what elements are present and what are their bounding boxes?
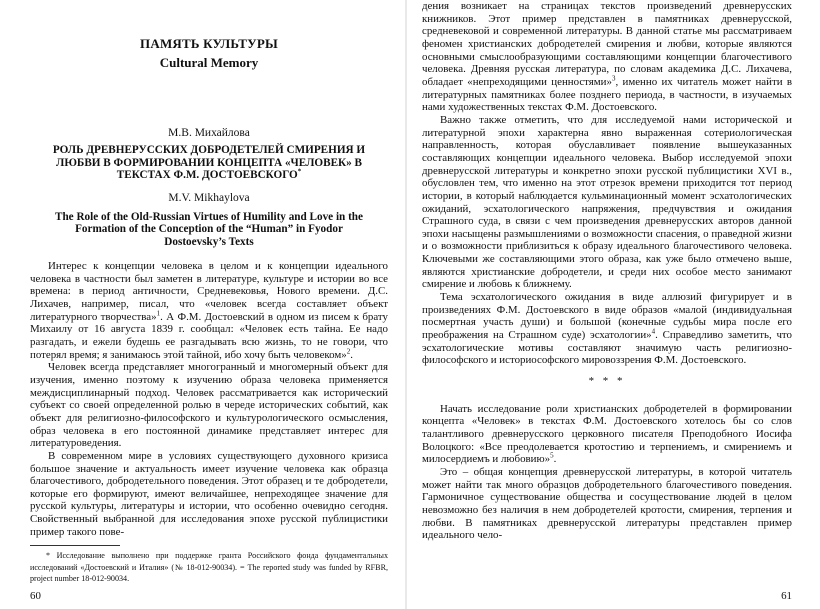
footnote-ref[interactable]: 4 bbox=[651, 327, 656, 336]
left-page bbox=[30, 0, 388, 609]
paragraph: В современном мире в условиях существующего духовного кризиса большое значение и актуальность имеет изучение человека как образца благочестивого, добродетельного поведения. Этот образец и те добродетели, которые его формируют, имеют величайшее, непреходящее значение для русской культуры, литературы и истории, что особенно очевидно сегодня. Свойственный выбранной для исследования эпохе русской публицистики пример такого пове- bbox=[30, 449, 388, 538]
author-name-ru: М.В. Михайлова bbox=[168, 127, 250, 139]
paragraph: Это – общая концепция древнерусской литературы, в которой читатель может найти так много образцов добродетельного благочестивого поведения. Гармоничное существование общества и сосуществование людей в целом невозможно без наличия в нем добродетелей кротости, смирения, терпения и любви. В памятниках древнерусской литературы представлен пример идеального чело- bbox=[422, 465, 792, 542]
footnote-ref[interactable]: 3 bbox=[611, 74, 616, 83]
article-title-en: The Role of the Old-Russian Virtues of Humility and Love in the Formation of the Conception of the “Human” in Fyodor Dostoevsky’s Texts bbox=[55, 210, 363, 248]
title-footnote-mark: * bbox=[297, 167, 302, 176]
section-title-en: Cultural Memory bbox=[159, 55, 259, 70]
article-title-ru-text: РОЛЬ ДРЕВНЕРУССКИХ ДОБРОДЕТЕЛЕЙ СМИРЕНИЯ И ЛЮБВИ В ФОРМИРОВАНИИ КОНЦЕПТА «ЧЕЛОВЕК» В ТЕКСТАХ Ф.М. ДОСТОЕВСКОГО bbox=[52, 144, 366, 181]
paragraph: Начать исследование роли христианских добродетелей в формировании концепта «Человек» в текстах Ф.М. Достоевского хотелось бы со слов талантливого древнерусского церковного писателя Преподобного Иосифа Волоцкого: «Все преодолевается кротостию и терпениемъ, и смирениемъ и милосердиемъ и любовию»$^5$. bbox=[422, 402, 792, 466]
right-page bbox=[422, 0, 792, 609]
paragraph: Тема эсхатологического ожидания в виде аллюзий фигурирует и в произведениях Ф.М. Достоевского в виде образов «малой (индивидуальная посмертная участь души) и большой (конечные судьбы мира после его преображения на Страшном суде) эсхатологии»$^4$. Справедливо заметить, что эсхатологические мотивы составляют значимую часть религиозно-философского и историософского мировоззрения Ф.М. Достоевского. bbox=[422, 291, 792, 367]
section-title-ru: ПАМЯТЬ КУЛЬТУРЫ bbox=[140, 36, 278, 51]
left-body-text bbox=[30, 260, 388, 538]
footnote-ref[interactable]: 1 bbox=[156, 309, 161, 317]
page-number-right: 61 bbox=[781, 590, 792, 602]
right-body-text bbox=[422, 0, 792, 542]
page-number-left: 60 bbox=[30, 590, 41, 602]
paragraph: Человек всегда представляет многогранный и многомерный объект для изучения, именно поэтому к изучению образа человека применяется междисциплинарный подход. Человек рассматривается как исторический субъект со своей определенной ролью в череде исторических событий, как объект для религиозно-философского и культурологического осмысления, образ человека в его постоянной динамике представляет интерес для литературоведения. bbox=[30, 361, 388, 450]
paragraph: Важно также отметить, что для исследуемой нами исторической и литературной эпохи характерна явно выраженная сотериологическая направленность, которая обуславливает появление вышеуказанных составляющих концепции идеального человека. Выбор исследуемой эпохи древнерусской литературы и конкретно эпохи русской публицистики XVI в., обусловлен тем, что именно на этот отрезок времени приходится тот период истории, в который наблюдается кульминационный момент эсхатологических ожиданий, эсхатологического напряжения, предчувствия и ожидания Страшного суда, в связи с чем произведения древнерусских авторов данной эпохи насыщены размышлениями о возможности спасения, о праведной жизни и о возможности приблизиться к образу идеального благочестивого человека. Ключевыми же составляющими этого образа, как уже было отмечено выше, являются христианские добродетели, и среди них особое место занимают смирение и любовь к ближнему. bbox=[422, 113, 792, 291]
paragraph: Интерес к концепции человека в целом и к концепции идеального человека в частности был заметен в литературе, культуре и истории во все времена: в период античности, Средневековья, Нового времени. Д.С. Лихачев, например, писал, что «человек всегда составляет объект литературного творчества»$^1$. А Ф.М. Достоевский в одном из писем к брату Михаилу от 16 августа 1839 г. сообщал: «Человек есть тайна. Ее надо разгадать, и ежели будешь ее разгадывать всю жизнь, то не говори, что потерял время; я занимаюсь этой тайной, ибо хочу быть человеком»$^2$. bbox=[30, 260, 388, 361]
footnote-ref[interactable]: 2 bbox=[346, 346, 351, 355]
footnote-ref[interactable]: 5 bbox=[550, 451, 554, 460]
page-gutter bbox=[405, 0, 407, 609]
paragraph: дения возникает на страницах текстов произведений древнерусских книжников. Этот пример представлен в памятниках древнерусской, средневековой и современной литературы. В данной статье мы рассматриваем феномен христианских добродетелей смирения и любви, которые являются основными смыслообразующими составляющими концепции благочестивого человека. Древняя русская литература, по словам академика Д.С. Лихачева, обладает «непреходящими ценностями»$^3$, именно их читатель может найти в литературных памятниках более позднего периода, в частности, в изучаемых нами художественных текстах Ф.М. Достоевского. bbox=[422, 0, 792, 114]
section-separator: * * * bbox=[588, 375, 626, 388]
footnote bbox=[30, 545, 388, 585]
footnote-text: * Исследование выполнено при поддержке гранта Российского фонда фундаментальных исследований «Достоевский и Италия» (№ 18-012-90034). = The reported study was funded by RFBR, project number 18-012-90034. bbox=[30, 551, 388, 584]
author-name-en: M.V. Mikhaylova bbox=[168, 191, 250, 204]
footnote-divider bbox=[30, 545, 120, 546]
article-title-ru bbox=[30, 144, 388, 182]
